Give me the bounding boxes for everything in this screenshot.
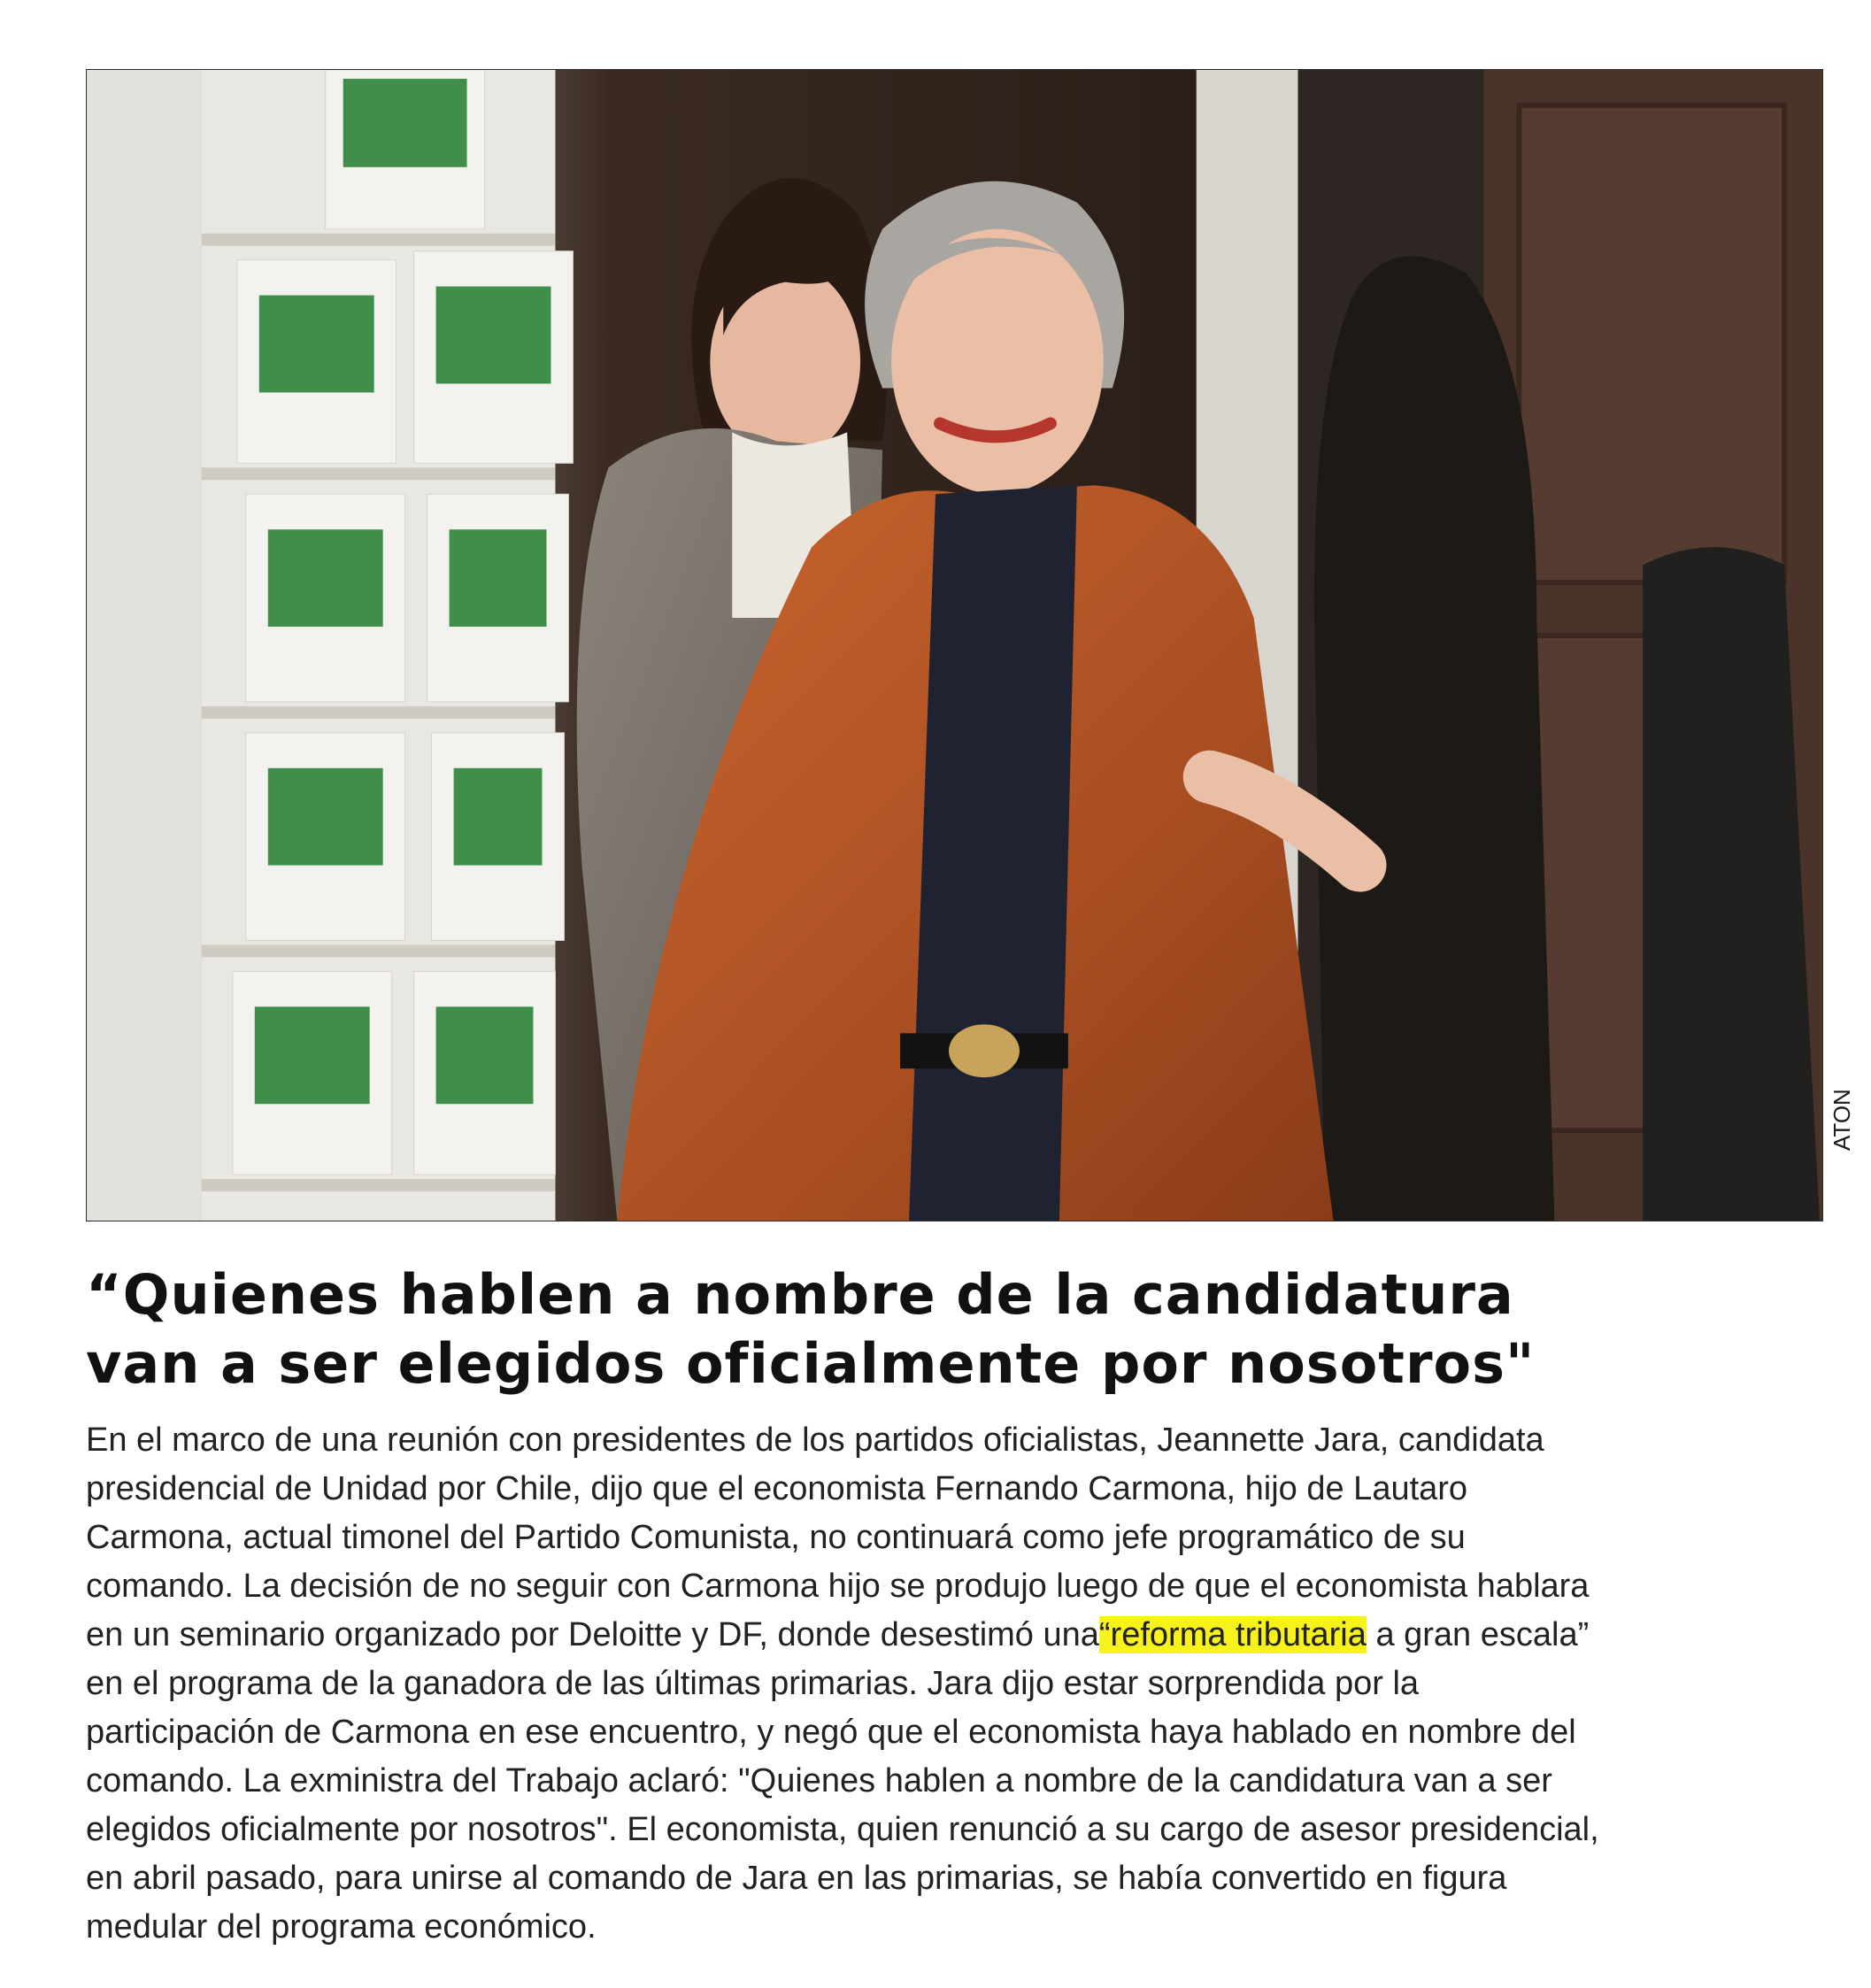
photo-illustration [87, 70, 1822, 1221]
article-body [86, 1416, 1608, 1952]
article-body-part-2: a gran escala” en el programa de la ganadora de las últimas primarias. Jara dijo estar sorprendida por la participación de Carmona en ese encuentro, y negó que el economista haya hablado en nombre del comando. La exministra del Trabajo aclaró: "Quienes hablen a nombre de la candidatura van a ser elegidos oficialmente por nosotros". El economista, quien renunció a su cargo de asesor presidencial, en abril pasado, para unirse al comando de Jara en las primarias, se había convertido en figura medular del programa económico. [86, 1616, 1599, 1946]
wall-left [87, 70, 202, 1221]
photo-credit-text: ATON [1829, 1089, 1855, 1151]
background-person [1314, 256, 1554, 1221]
news-photo [86, 69, 1823, 1221]
photo-credit [1825, 1089, 1871, 1151]
highlighted-phrase: “reforma tributaria [1098, 1616, 1367, 1653]
article-body-part-1: En el marco de una reunión con presidentes de los partidos oficialistas, Jeannette Jara, candidata presidencial de Unidad por Chile, dijo que el economista Fernando Carmona, hijo de Lautaro Carmona, actual timonel del Partido Comunista, no continuará como jefe programático de su comando. La decisión de no seguir con Carmona hijo se produjo luego de que el economista hablara en un seminario organizado por Deloitte y DF, donde desestimó una [86, 1422, 1590, 1653]
article-headline: “Quienes hablen a nombre de la candidatura van a ser elegidos oficialmente por nosotros" [86, 1262, 1536, 1396]
